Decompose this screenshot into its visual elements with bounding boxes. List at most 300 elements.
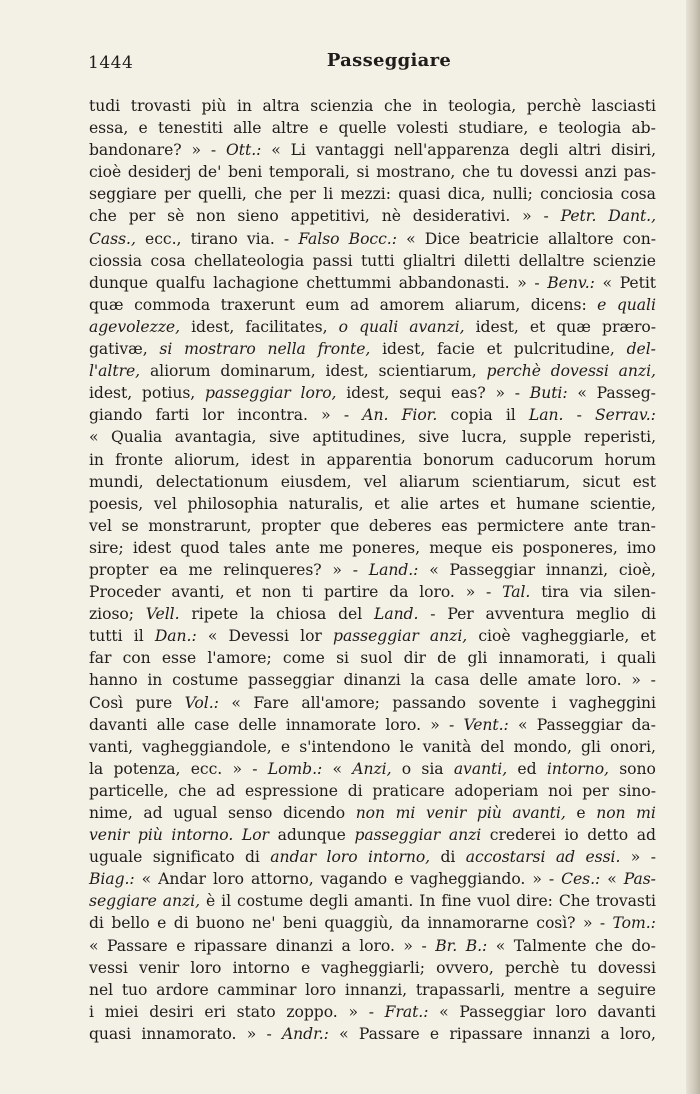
word: que	[330, 516, 360, 535]
word: alie	[400, 494, 429, 513]
word: che	[254, 185, 283, 204]
word: caducorum	[505, 450, 594, 469]
word: con	[122, 649, 151, 668]
word: buono	[196, 914, 245, 933]
word: ante	[275, 538, 310, 557]
word: e	[394, 870, 404, 889]
word: in	[89, 450, 104, 469]
word: -	[252, 759, 258, 778]
text-line	[89, 780, 656, 802]
word: Tom.:	[612, 914, 656, 933]
word: Li	[290, 141, 306, 160]
word: copia	[450, 406, 493, 425]
word: potenza,	[113, 759, 181, 778]
word: dica,	[447, 185, 486, 204]
word: Vol.:	[184, 693, 219, 712]
word: quali	[616, 649, 656, 668]
word: essa,	[89, 119, 129, 138]
word: Benv.:	[547, 273, 595, 292]
text-line	[89, 272, 656, 294]
word: -	[283, 229, 290, 248]
text-line	[89, 183, 656, 205]
text-line	[89, 1001, 656, 1023]
word: loro,	[619, 1024, 656, 1043]
word: beatricie	[469, 229, 539, 248]
word: «	[332, 759, 342, 778]
word: e	[538, 119, 548, 138]
word: »	[232, 759, 242, 778]
word: sovente	[478, 693, 540, 712]
word: quelle	[338, 119, 387, 138]
word: loro.	[385, 715, 422, 734]
word: seggiare	[89, 185, 157, 204]
word: da	[400, 914, 420, 933]
word: in	[300, 450, 316, 469]
word: abbandonasti.	[398, 273, 510, 292]
word: Serrav.:	[595, 406, 656, 425]
word: sono	[619, 759, 656, 778]
word: aliarum	[399, 472, 460, 491]
word: anzi	[448, 826, 482, 845]
word: eis	[491, 538, 514, 557]
word: innamorate	[285, 715, 377, 734]
word: da-	[631, 715, 656, 734]
word: avventura	[485, 605, 565, 624]
word: desiderativi.	[412, 207, 511, 226]
word: si	[336, 649, 349, 668]
word: »	[246, 1024, 257, 1043]
word: »	[522, 207, 532, 226]
word: quelli,	[198, 185, 247, 204]
word: -	[543, 207, 549, 226]
word: non	[596, 804, 626, 822]
word: tutti	[360, 251, 395, 270]
word: ad	[636, 826, 656, 845]
word: bello	[111, 914, 150, 933]
word: relinqueres?	[223, 560, 322, 579]
word: intorno	[232, 958, 290, 977]
word: mundi,	[89, 472, 144, 491]
word: fine	[441, 892, 472, 911]
word: mi	[636, 804, 656, 822]
word: lachagione	[213, 273, 299, 292]
word: agevolezze,	[89, 317, 180, 336]
word: Falso	[298, 229, 340, 248]
word: Lor	[241, 826, 269, 845]
word: bonorum	[423, 450, 494, 469]
word: vel	[89, 516, 112, 535]
word: a	[600, 1024, 610, 1043]
word: espressione	[244, 781, 338, 800]
word: lor	[202, 406, 225, 425]
word: diletti	[463, 251, 511, 270]
word: sino-	[618, 781, 656, 800]
word: o	[401, 759, 412, 778]
word: fronte	[115, 450, 164, 469]
word: innanzi,	[545, 560, 609, 579]
word: Andar	[158, 870, 206, 889]
word: più	[201, 97, 227, 115]
word: trapassarli,	[415, 980, 506, 999]
word: idest,	[325, 362, 369, 381]
word: reperisti,	[583, 428, 656, 447]
word: ad	[215, 781, 236, 800]
word: la	[89, 759, 104, 778]
word: Land.	[374, 605, 419, 624]
word: Dan.:	[154, 627, 197, 646]
word: perchè	[526, 97, 582, 115]
text-line	[89, 935, 656, 957]
word: »	[495, 384, 505, 403]
word: de'	[197, 163, 222, 182]
word: il	[505, 406, 516, 425]
word: sè	[167, 207, 185, 226]
word: Bocc.:	[348, 229, 397, 248]
word: tran-	[617, 516, 656, 535]
word: Passeg-	[596, 384, 656, 403]
word: seguire	[597, 980, 656, 999]
word: Cass.,	[89, 229, 136, 248]
word: l'altre,	[89, 362, 141, 381]
word: aptitudines,	[312, 428, 406, 447]
word: Devessi	[228, 627, 289, 646]
word: ed	[517, 759, 537, 778]
word: ripete	[191, 605, 239, 624]
word: così?	[536, 914, 576, 933]
word: tutti	[89, 627, 123, 646]
text-line	[89, 824, 656, 846]
word: far	[89, 649, 112, 668]
word: Fare	[253, 693, 289, 712]
word: perchè	[504, 958, 560, 977]
word: intorno.	[171, 826, 234, 845]
word: desiri	[149, 1002, 194, 1021]
word: lasciasti	[591, 97, 656, 115]
word: commoda	[134, 295, 211, 314]
word: vagheggiando.	[410, 870, 526, 889]
word: -	[548, 870, 555, 889]
word: cosa	[620, 185, 656, 204]
word: et	[374, 494, 390, 513]
word: «	[439, 1002, 449, 1021]
word: avantagia,	[174, 428, 257, 447]
text-line	[89, 161, 656, 183]
text-line	[89, 95, 656, 117]
word: mondo,	[513, 737, 572, 756]
word: che	[462, 163, 490, 182]
word: vagheggiarli;	[321, 958, 425, 977]
word: potius,	[141, 384, 196, 403]
word: de	[437, 649, 457, 668]
word: passi	[312, 251, 353, 270]
word: -	[352, 560, 358, 579]
word: »	[465, 583, 476, 602]
word: Talmente	[513, 936, 587, 955]
word: quod	[180, 538, 220, 557]
word: crederei	[489, 826, 556, 845]
word: Lomb.:	[267, 759, 323, 778]
word: temporali,	[268, 163, 350, 182]
word: sieno	[237, 207, 279, 226]
word: e	[300, 958, 311, 977]
word: dir	[403, 649, 426, 668]
word: altri	[568, 141, 602, 160]
word: ad	[349, 295, 370, 314]
word: non	[261, 583, 292, 602]
word: la	[250, 605, 265, 624]
word: sequi	[399, 384, 442, 403]
text-line	[89, 802, 656, 824]
word: le	[399, 737, 414, 756]
word: zioso;	[89, 605, 134, 624]
word: vel	[363, 472, 387, 491]
word: -	[448, 715, 455, 734]
word: dire:	[516, 892, 553, 911]
word: quali	[616, 295, 656, 314]
word: loro.	[359, 936, 395, 955]
word: »	[348, 1002, 358, 1021]
word: Passeggiar	[459, 1002, 545, 1021]
word: costume	[237, 892, 304, 911]
word: Qualia	[111, 428, 163, 447]
word: me	[319, 538, 343, 557]
word: vanità	[422, 737, 472, 756]
word: ad	[555, 848, 576, 867]
word: loro.	[585, 671, 622, 690]
word: uguale	[89, 848, 143, 867]
word: che	[89, 207, 117, 226]
word: Anzi,	[352, 759, 392, 778]
word: accostarsi	[465, 848, 546, 867]
word: farti	[155, 406, 190, 425]
word: meglio	[576, 605, 630, 624]
text-line	[89, 360, 656, 382]
text-line	[89, 603, 656, 625]
word: case	[194, 715, 230, 734]
word: Per	[447, 605, 474, 624]
word: dinanzi	[343, 671, 401, 690]
word: seggiare	[89, 892, 157, 911]
word: me	[188, 560, 213, 579]
word: Fior.	[401, 406, 438, 425]
word: innanzi,	[344, 980, 408, 999]
word: anzi,	[162, 892, 200, 911]
word: anzi,	[618, 362, 656, 381]
word: miei	[104, 1002, 139, 1021]
word: Dant.,	[608, 207, 656, 226]
word: allaltore	[548, 229, 614, 248]
word: supple	[519, 428, 572, 447]
text-line	[89, 250, 656, 272]
word: An.	[362, 406, 389, 425]
text-line	[89, 515, 656, 537]
word: avanti,	[453, 759, 508, 778]
word: -	[650, 848, 656, 867]
word: delle	[479, 671, 518, 690]
word: «	[339, 1024, 349, 1043]
word: per	[289, 185, 316, 204]
word: sia	[421, 759, 444, 778]
word: partire	[323, 583, 379, 602]
word: di	[245, 848, 260, 867]
word: aliarum,	[454, 295, 521, 314]
word: degli	[519, 141, 559, 160]
word: perchè	[486, 362, 541, 381]
word: e	[429, 1024, 440, 1043]
word: pas-	[623, 163, 656, 182]
word: che	[594, 936, 623, 955]
word: idest,	[191, 317, 235, 336]
word: mentre	[513, 980, 571, 999]
word: »	[403, 936, 413, 955]
word: »	[191, 141, 201, 160]
word: qualfu	[155, 273, 206, 292]
word: innamorati,	[498, 649, 590, 668]
text-line	[89, 581, 656, 603]
text-line	[89, 957, 656, 979]
word: Così	[89, 693, 124, 712]
text-line	[89, 714, 656, 736]
word: artes	[439, 494, 480, 513]
word: Br.	[435, 936, 458, 955]
word: mostrano,	[376, 163, 456, 182]
word: scienzia	[310, 97, 374, 115]
word: -	[430, 605, 436, 624]
text-line	[89, 912, 656, 934]
word: Dice	[424, 229, 461, 248]
text-line	[89, 559, 656, 581]
word: ripassare	[193, 936, 268, 955]
word: mostraro	[184, 340, 256, 359]
word: propter	[261, 516, 321, 535]
word: tira	[541, 583, 569, 602]
word: poesis,	[89, 494, 144, 513]
word: idest	[251, 450, 290, 469]
word: avanzi,	[409, 317, 465, 336]
word: traxerunt	[220, 295, 295, 314]
word: cioè	[89, 163, 122, 182]
word: vagheggini	[569, 693, 656, 712]
word: passeggiar	[248, 671, 334, 690]
word: -	[486, 583, 492, 602]
word: ecc.,	[145, 229, 182, 248]
running-title: Passeggiare	[326, 50, 452, 71]
word: sicut	[582, 472, 621, 491]
word: apparentia	[326, 450, 412, 469]
word: Pas-	[623, 870, 656, 889]
word: stato	[236, 1002, 276, 1021]
word: -	[650, 671, 656, 690]
word: teologia,	[448, 97, 517, 115]
word: glialtri	[402, 251, 456, 270]
word: non	[196, 207, 226, 226]
word: più	[476, 804, 502, 822]
word: e	[138, 119, 148, 138]
word: Frat.:	[384, 1002, 429, 1021]
word: e	[176, 936, 186, 955]
word: alle	[156, 715, 185, 734]
word: idest	[132, 538, 172, 557]
word: propter	[89, 560, 149, 579]
word: detto	[587, 826, 629, 845]
word: nulli;	[492, 185, 533, 204]
word: Passeggiar	[449, 560, 536, 579]
word: -	[599, 914, 606, 933]
word: silen-	[613, 583, 656, 602]
word: tenestiti	[158, 119, 223, 138]
word: »	[532, 870, 542, 889]
word: et	[490, 494, 506, 513]
word: si	[159, 340, 173, 359]
word: ardore	[156, 980, 209, 999]
word: philosophia	[187, 494, 279, 513]
word: tuo	[121, 980, 148, 999]
word: dicens:	[530, 295, 587, 314]
word: vagheggiandole,	[142, 737, 272, 756]
word: Petr.	[560, 207, 597, 226]
word: præro-	[602, 317, 656, 336]
word: ecc.	[190, 759, 223, 778]
word: anzi	[584, 163, 617, 182]
word: camminar	[217, 980, 297, 999]
word: pure	[135, 693, 173, 712]
word: di	[347, 781, 363, 800]
word: »	[430, 715, 440, 734]
word: andar	[270, 848, 317, 867]
word: lor	[300, 627, 322, 646]
word: quæ	[89, 295, 124, 314]
word: via.	[246, 229, 275, 248]
word: significato	[152, 848, 235, 867]
word: noi	[548, 781, 573, 800]
word: beni	[282, 914, 317, 933]
word: gativæ,	[89, 340, 148, 359]
word: Passeggiar	[536, 715, 623, 734]
word: particelle,	[89, 781, 169, 800]
word: loro	[326, 848, 358, 867]
word: Tal.	[502, 583, 531, 602]
word: »	[517, 273, 527, 292]
word: -	[421, 936, 427, 955]
word: ovvero,	[436, 958, 494, 977]
word: «	[89, 428, 99, 447]
word: «	[429, 560, 439, 579]
word: delle	[238, 715, 277, 734]
word: dellaltre	[518, 251, 585, 270]
word: et	[529, 317, 546, 336]
word: mezzi:	[340, 185, 391, 204]
word: chellateologia	[194, 251, 305, 270]
word: monstrarunt,	[148, 516, 252, 535]
word: conciosia	[540, 185, 614, 204]
word: eum	[305, 295, 340, 314]
word: ne'	[252, 914, 276, 933]
text-line	[89, 117, 656, 139]
word: disiri,	[610, 141, 656, 160]
word: eri	[204, 1002, 226, 1021]
word: trovasti	[595, 892, 656, 911]
word: Petit	[619, 273, 656, 292]
word: loro	[190, 958, 222, 977]
word: del	[480, 737, 505, 756]
word: Buti:	[529, 384, 568, 403]
word: avanti,	[512, 804, 566, 822]
word: innamorato.	[141, 1024, 237, 1043]
word: o	[338, 317, 348, 336]
text-line	[89, 846, 656, 868]
text-line	[89, 294, 656, 316]
word: di	[641, 605, 656, 624]
